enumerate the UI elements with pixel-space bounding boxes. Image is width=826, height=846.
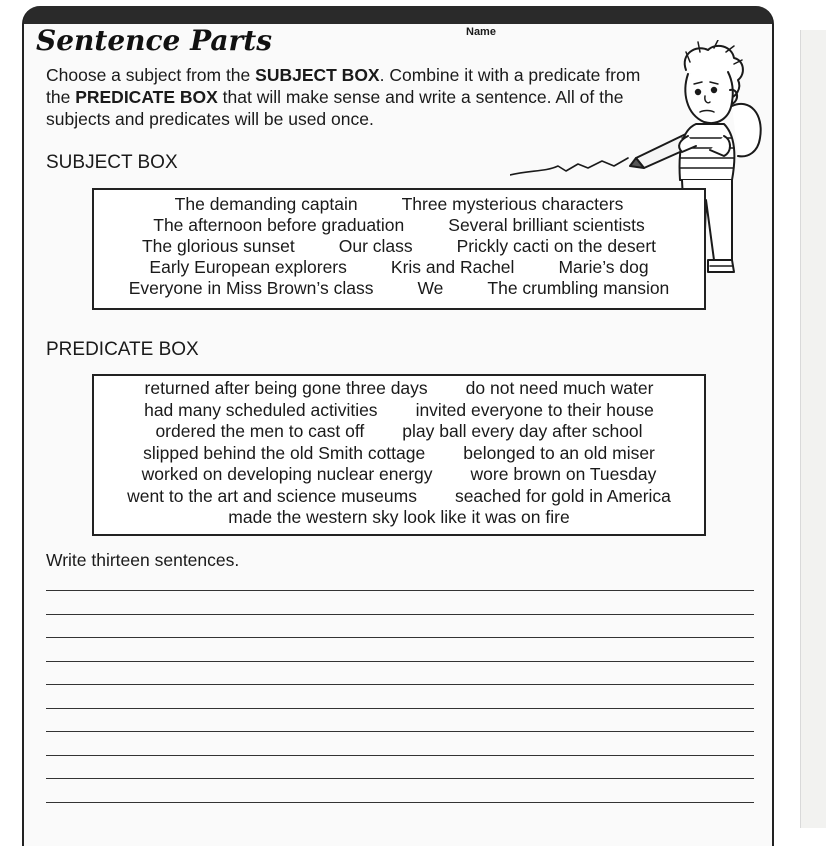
subject-item: Everyone in Miss Brown’s class [128, 278, 374, 298]
writing-lines [46, 590, 754, 825]
subject-box-reference: SUBJECT BOX [255, 65, 380, 85]
writing-line[interactable] [46, 661, 754, 685]
predicate-item: invited everyone to their house [415, 399, 654, 420]
subject-box-heading: SUBJECT BOX [46, 152, 178, 173]
predicate-row [94, 464, 704, 486]
predicate-item: worked on developing nuclear energy [141, 464, 433, 484]
predicate-row [94, 507, 704, 529]
writing-line[interactable] [46, 802, 754, 826]
subject-item: The glorious sunset [141, 236, 295, 256]
subject-row [94, 215, 704, 236]
subject-item: Several brilliant scientists [448, 215, 645, 235]
predicate-box-reference: PREDICATE BOX [75, 87, 218, 107]
write-prompt: Write thirteen sentences. [46, 550, 240, 570]
predicate-row [94, 400, 704, 422]
subject-row [94, 278, 704, 299]
subject-row [94, 236, 704, 257]
writing-line[interactable] [46, 684, 754, 708]
subject-row [94, 257, 704, 278]
predicate-item: belonged to an old miser [463, 442, 655, 463]
subject-item: The crumbling mansion [487, 278, 670, 298]
subject-item: Kris and Rachel [390, 257, 515, 277]
subject-item: Prickly cacti on the desert [456, 236, 657, 256]
writing-line[interactable] [46, 778, 754, 802]
instructions-part-3: that will make sense and write a sentence. All of the subjects and predicates will be used once. [46, 87, 624, 129]
subject-item: The demanding captain [174, 194, 358, 214]
subject-item: Our class [338, 236, 413, 256]
predicate-row [94, 421, 704, 443]
subject-item: Marie’s dog [558, 257, 649, 277]
predicate-item: slipped behind the old Smith cottage [143, 442, 426, 463]
predicate-row [94, 486, 704, 508]
predicate-item: do not need much water [465, 378, 654, 398]
predicate-item: returned after being gone three days [144, 378, 428, 398]
name-label: Name [466, 26, 496, 38]
writing-line[interactable] [46, 614, 754, 638]
page-title: Sentence Parts [36, 24, 273, 57]
predicate-item: wore brown on Tuesday [470, 464, 657, 484]
predicate-item: seached for gold in America [454, 485, 671, 506]
predicate-item: made the western sky look like it was on fire [228, 507, 570, 527]
writing-line[interactable] [46, 637, 754, 661]
predicate-item: ordered the men to cast off [155, 421, 365, 441]
predicate-row [94, 443, 704, 465]
subject-item: We [417, 278, 444, 298]
predicate-item: had many scheduled activities [144, 399, 378, 420]
subject-box [92, 188, 706, 310]
subject-item: Early European explorers [149, 257, 347, 277]
writing-line[interactable] [46, 590, 754, 614]
predicate-item: went to the art and science museums [127, 485, 417, 506]
writing-line[interactable] [46, 755, 754, 779]
subject-item: Three mysterious characters [401, 194, 624, 214]
predicate-item: play ball every day after school [402, 421, 643, 441]
predicate-box-heading: PREDICATE BOX [46, 339, 199, 360]
writing-line[interactable] [46, 731, 754, 755]
writing-line[interactable] [46, 708, 754, 732]
subject-item: The afternoon before graduation [153, 215, 405, 235]
predicate-box [92, 374, 706, 536]
instructions-part-1: Choose a subject from the [46, 65, 256, 85]
predicate-row [94, 378, 704, 400]
instructions-part-2: . Combine it with a predicate from the [46, 65, 641, 107]
worksheet-top-bar [24, 6, 772, 24]
page-right-margin [800, 30, 826, 828]
subject-row [94, 194, 704, 215]
